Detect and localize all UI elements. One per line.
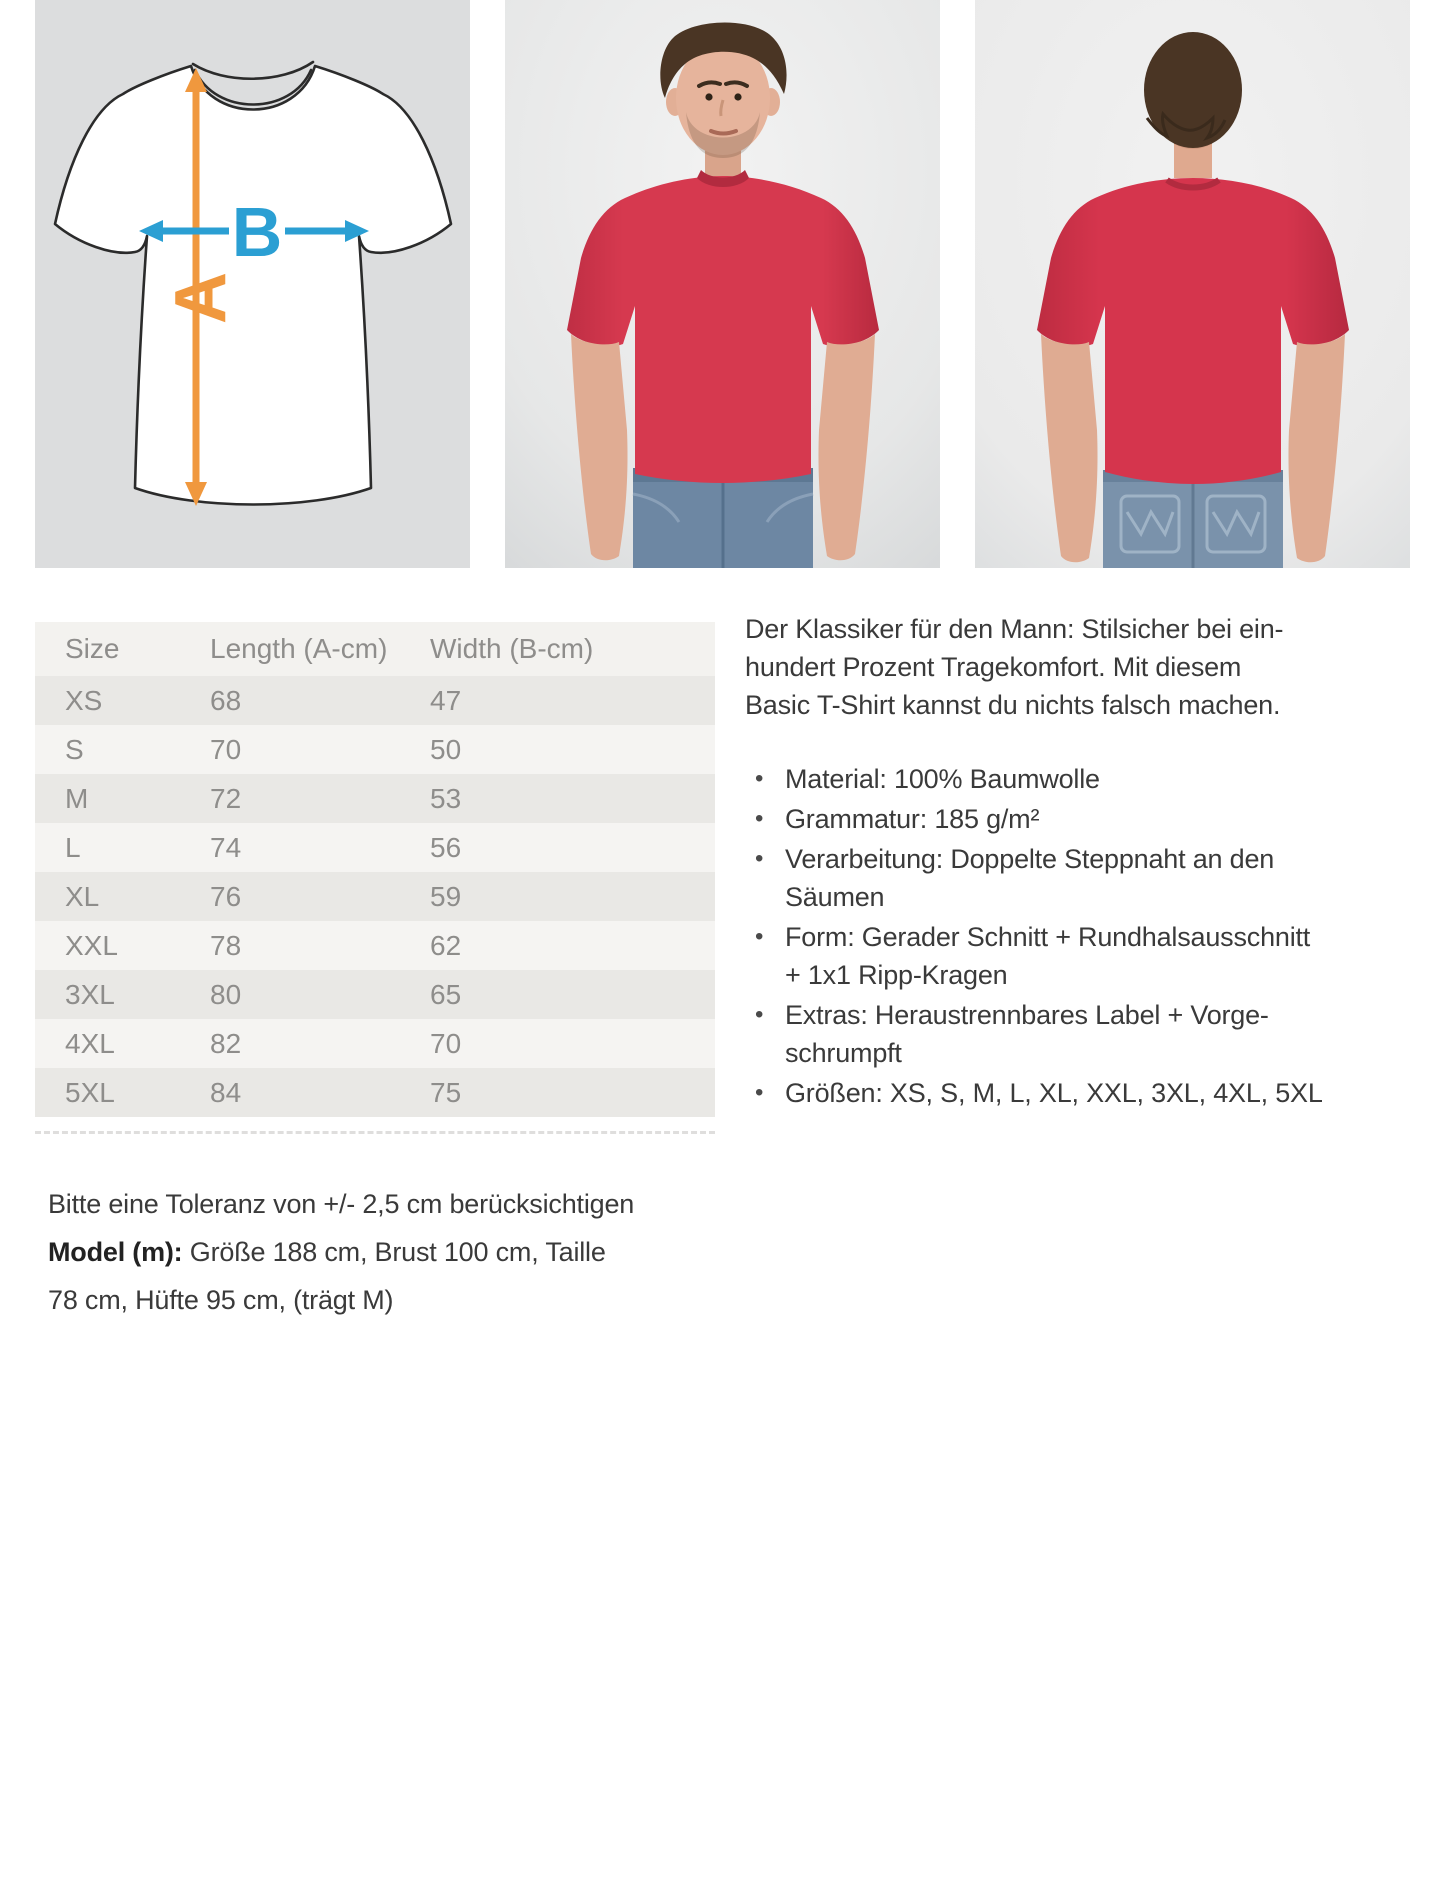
size-table-cell: 47 [430, 684, 462, 716]
model-back-photo [975, 0, 1410, 568]
size-table-row [35, 921, 715, 970]
description-bullet-list [745, 760, 1445, 1112]
model-note [48, 1228, 668, 1324]
size-table-cell: 50 [430, 733, 462, 765]
bullet-item: • Grammatur: 185 g/m² [745, 800, 1445, 838]
size-table-cell: 53 [430, 782, 462, 814]
label-b: B [231, 193, 283, 271]
bullet-item: • Form: Gerader Schnitt + Rundhalsausschnitt + 1x1 Ripp-Kragen [745, 918, 1445, 994]
size-table-cell: M [65, 782, 89, 814]
label-a: A [161, 272, 241, 324]
size-table-cell: 4XL [65, 1027, 115, 1059]
tolerance-note: Bitte eine Toleranz von +/- 2,5 cm berücksichtigen [48, 1189, 635, 1219]
size-column-header: Size [65, 633, 120, 664]
table-bottom-artifact [35, 1131, 715, 1134]
size-table-row [35, 1019, 715, 1068]
size-table-row [35, 676, 715, 725]
size-table-cell: 74 [210, 831, 242, 863]
size-table-header-row [35, 622, 715, 676]
size-table-cell: 70 [430, 1027, 462, 1059]
size-table [35, 622, 715, 1117]
size-table-row [35, 725, 715, 774]
model-front-illustration [505, 0, 940, 568]
model-back-illustration [975, 0, 1410, 568]
size-table-cell: 75 [430, 1076, 462, 1108]
width-column-header: Width (B-cm) [430, 633, 594, 664]
length-column-header: Length (A-cm) [210, 633, 388, 664]
size-table-cell: 65 [430, 978, 462, 1010]
size-table-cell: 70 [210, 733, 242, 765]
size-table-cell: 62 [430, 929, 462, 961]
size-table-cell: 59 [430, 880, 462, 912]
size-table-row [35, 970, 715, 1019]
size-table-cell: 72 [210, 782, 242, 814]
size-table-cell: 84 [210, 1076, 242, 1108]
description-intro: Der Klassiker für den Mann: Stilsicher bei ein- hundert Prozent Tragekomfort. Mit diesem Basic T-Shirt kannst du nichts falsch machen. [745, 614, 1284, 720]
bullet-item: • Extras: Heraustrennbares Label + Vorge- schrumpft [745, 996, 1445, 1072]
size-table-cell: 76 [210, 880, 242, 912]
size-table-cell: L [65, 831, 81, 863]
bullet-item: • Größen: XS, S, M, L, XL, XXL, 3XL, 4XL, 5XL [745, 1074, 1445, 1112]
size-table-cell: S [65, 733, 84, 765]
size-table-row [35, 872, 715, 921]
product-description [745, 610, 1445, 1114]
size-table-row [35, 774, 715, 823]
size-table-cell: 80 [210, 978, 242, 1010]
size-table-cell: 56 [430, 831, 462, 863]
size-diagram-panel [35, 0, 470, 568]
size-table-cell: 82 [210, 1027, 242, 1059]
bullet-item: • Material: 100% Baumwolle [745, 760, 1445, 798]
bullet-item: • Verarbeitung: Doppelte Steppnaht an den Säumen [745, 840, 1445, 916]
size-table-cell: 5XL [65, 1076, 115, 1108]
size-table-cell: XS [65, 684, 103, 716]
model-note-text: Größe 188 cm, Brust 100 cm, Taille 78 cm, Hüfte 95 cm, (trägt M) [48, 1237, 606, 1315]
bottom-notes [48, 1180, 668, 1324]
size-diagram-image [35, 0, 470, 568]
size-table-row [35, 1068, 715, 1117]
model-note-label: Model (m): [48, 1237, 183, 1267]
model-front-photo [505, 0, 940, 568]
size-table-cell: XXL [65, 929, 118, 961]
size-table-cell: 3XL [65, 978, 115, 1010]
size-table-cell: XL [65, 880, 100, 912]
size-table-cell: 68 [210, 684, 242, 716]
size-table-cell: 78 [210, 929, 242, 961]
size-table-row [35, 823, 715, 872]
